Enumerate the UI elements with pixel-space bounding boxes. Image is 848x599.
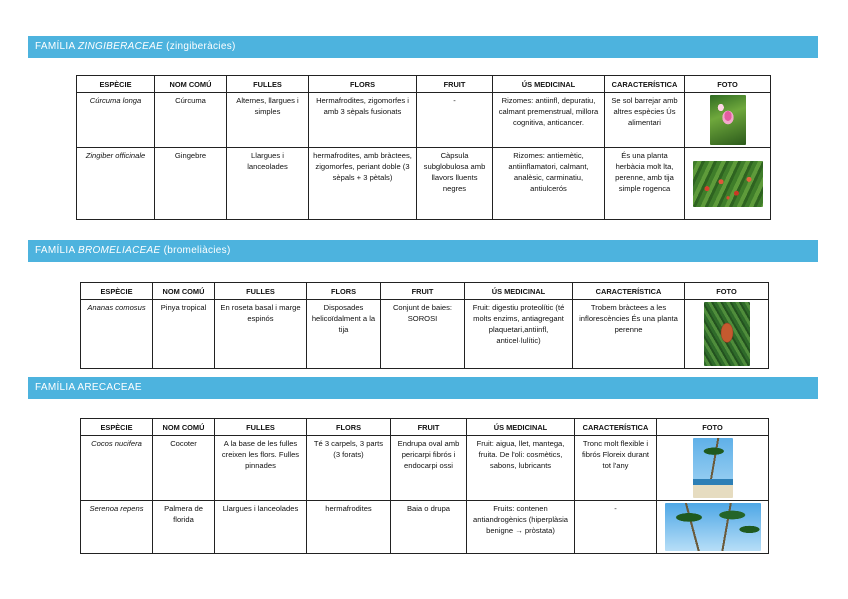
cell-fruit: Conjunt de baies: SOROSI [381, 300, 465, 369]
header-common-name: NOM COMÚ [153, 419, 215, 436]
header-medicinal: ÚS MEDICINAL [465, 283, 573, 300]
cell-photo [685, 93, 771, 148]
ginger-plant-photo [693, 161, 763, 207]
cell-leaves: Llargues i lanceolades [227, 148, 309, 220]
header-species: ESPÈCIE [77, 76, 155, 93]
header-leaves: FULLES [215, 283, 307, 300]
table-row [81, 300, 769, 369]
header-feature: CARACTERÍSTICA [575, 419, 657, 436]
header-photo: FOTO [657, 419, 769, 436]
table-header-row [81, 283, 769, 300]
cell-medicinal: Fruits: contenen antiandrogènics (hiperplàsia benigne → pròstata) [467, 501, 575, 554]
section-title-suffix: (bromeliàcies) [160, 245, 231, 256]
cell-leaves: En roseta basal i marge espinós [215, 300, 307, 369]
table-row [81, 501, 769, 554]
table-arecaceae [80, 418, 769, 554]
coconut-palm-beach-photo [693, 438, 733, 498]
cell-common-name: Palmera de florida [153, 501, 215, 554]
section-title-zingiberaceae [28, 36, 818, 58]
section-title-prefix: FAMÍLIA ARECACEAE [35, 382, 142, 393]
header-medicinal: ÚS MEDICINAL [493, 76, 605, 93]
cell-medicinal: Fruit: aigua, llet, mantega, fruita. De l'oli: cosmètics, sabons, lubricants [467, 436, 575, 501]
header-feature: CARACTERÍSTICA [573, 283, 685, 300]
cell-flowers: hermafrodites [307, 501, 391, 554]
cell-common-name: Pinya tropical [153, 300, 215, 369]
header-common-name: NOM COMÚ [153, 283, 215, 300]
header-species: ESPÈCIE [81, 419, 153, 436]
section-title-family: ZINGIBERACEAE [77, 41, 164, 52]
cell-medicinal: Rizomes: antiemètic, antiinflamatori, calmant, analèsic, carminatiu, antiulcerós [493, 148, 605, 220]
cell-fruit: Càpsula subglobulosa amb llavors lluents negres [417, 148, 493, 220]
header-fruit: FRUIT [391, 419, 467, 436]
cell-common-name: Cúrcuma [155, 93, 227, 148]
cell-fruit: Baia o drupa [391, 501, 467, 554]
palm-trees-sky-photo [665, 503, 761, 551]
cell-fruit: Endrupa oval amb pericarpi fibrós i endocarpi ossi [391, 436, 467, 501]
section-title-prefix: FAMÍLIA [35, 41, 78, 52]
table-bromeliaceae [80, 282, 769, 369]
header-fruit: FRUIT [417, 76, 493, 93]
cell-flowers: Té 3 carpels, 3 parts (3 forats) [307, 436, 391, 501]
cell-leaves: Llargues i lanceolades [215, 501, 307, 554]
cell-species: Cúrcuma longa [77, 93, 155, 148]
cell-feature: És una planta herbàcia molt lta, perenne, amb tija simple rogenca [605, 148, 685, 220]
cell-photo [685, 148, 771, 220]
cell-photo [685, 300, 769, 369]
table-row [77, 93, 771, 148]
header-fruit: FRUIT [381, 283, 465, 300]
section-title-family: BROMELIACEAE [77, 245, 161, 256]
header-flowers: FLORS [307, 283, 381, 300]
table-header-row [77, 76, 771, 93]
section-title-bromeliaceae [28, 240, 818, 262]
section-title-arecaceae [28, 377, 818, 399]
cell-species: Cocos nucifera [81, 436, 153, 501]
curcuma-flower-photo [710, 95, 746, 145]
header-leaves: FULLES [227, 76, 309, 93]
cell-species: Ananas comosus [81, 300, 153, 369]
cell-flowers: hermafrodites, amb bràctees, zigomorfes, periant doble (3 sèpals + 3 pètals) [309, 148, 417, 220]
cell-feature: Tronc molt flexible i fibrós Floreix durant tot l'any [575, 436, 657, 501]
header-common-name: NOM COMÚ [155, 76, 227, 93]
cell-leaves: A la base de les fulles creixen les flors. Fulles pinnades [215, 436, 307, 501]
cell-species: Zingiber officinale [77, 148, 155, 220]
cell-feature: Se sol barrejar amb altres espècies Ús alimentari [605, 93, 685, 148]
table-zingiberaceae [76, 75, 771, 220]
pineapple-photo [704, 302, 750, 366]
cell-feature: - [575, 501, 657, 554]
table-row [81, 436, 769, 501]
header-flowers: FLORS [309, 76, 417, 93]
cell-fruit: - [417, 93, 493, 148]
section-title-prefix: FAMÍLIA [35, 245, 78, 256]
section-title-suffix: (zingiberàcies) [163, 41, 236, 52]
cell-leaves: Alternes, llargues i simples [227, 93, 309, 148]
cell-photo [657, 436, 769, 501]
cell-flowers: Hermafrodites, zigomorfes i amb 3 sèpals fusionats [309, 93, 417, 148]
header-feature: CARACTERÍSTICA [605, 76, 685, 93]
cell-feature: Trobem bràctees a les inflorescències És una planta perenne [573, 300, 685, 369]
cell-common-name: Gingebre [155, 148, 227, 220]
cell-photo [657, 501, 769, 554]
header-medicinal: ÚS MEDICINAL [467, 419, 575, 436]
header-photo: FOTO [685, 76, 771, 93]
cell-medicinal: Fruit: digestiu proteolític (té molts enzims, antiagregant plaquetari,antiinfl, anticel·lulític) [465, 300, 573, 369]
header-photo: FOTO [685, 283, 769, 300]
table-header-row [81, 419, 769, 436]
cell-medicinal: Rizomes: antiinfl, depuratiu, calmant premenstrual, millora cognitiva, anticancer. [493, 93, 605, 148]
header-flowers: FLORS [307, 419, 391, 436]
header-species: ESPÈCIE [81, 283, 153, 300]
cell-flowers: Disposades helicoïdalment a la tija [307, 300, 381, 369]
cell-common-name: Cocoter [153, 436, 215, 501]
table-row [77, 148, 771, 220]
header-leaves: FULLES [215, 419, 307, 436]
cell-species: Serenoa repens [81, 501, 153, 554]
